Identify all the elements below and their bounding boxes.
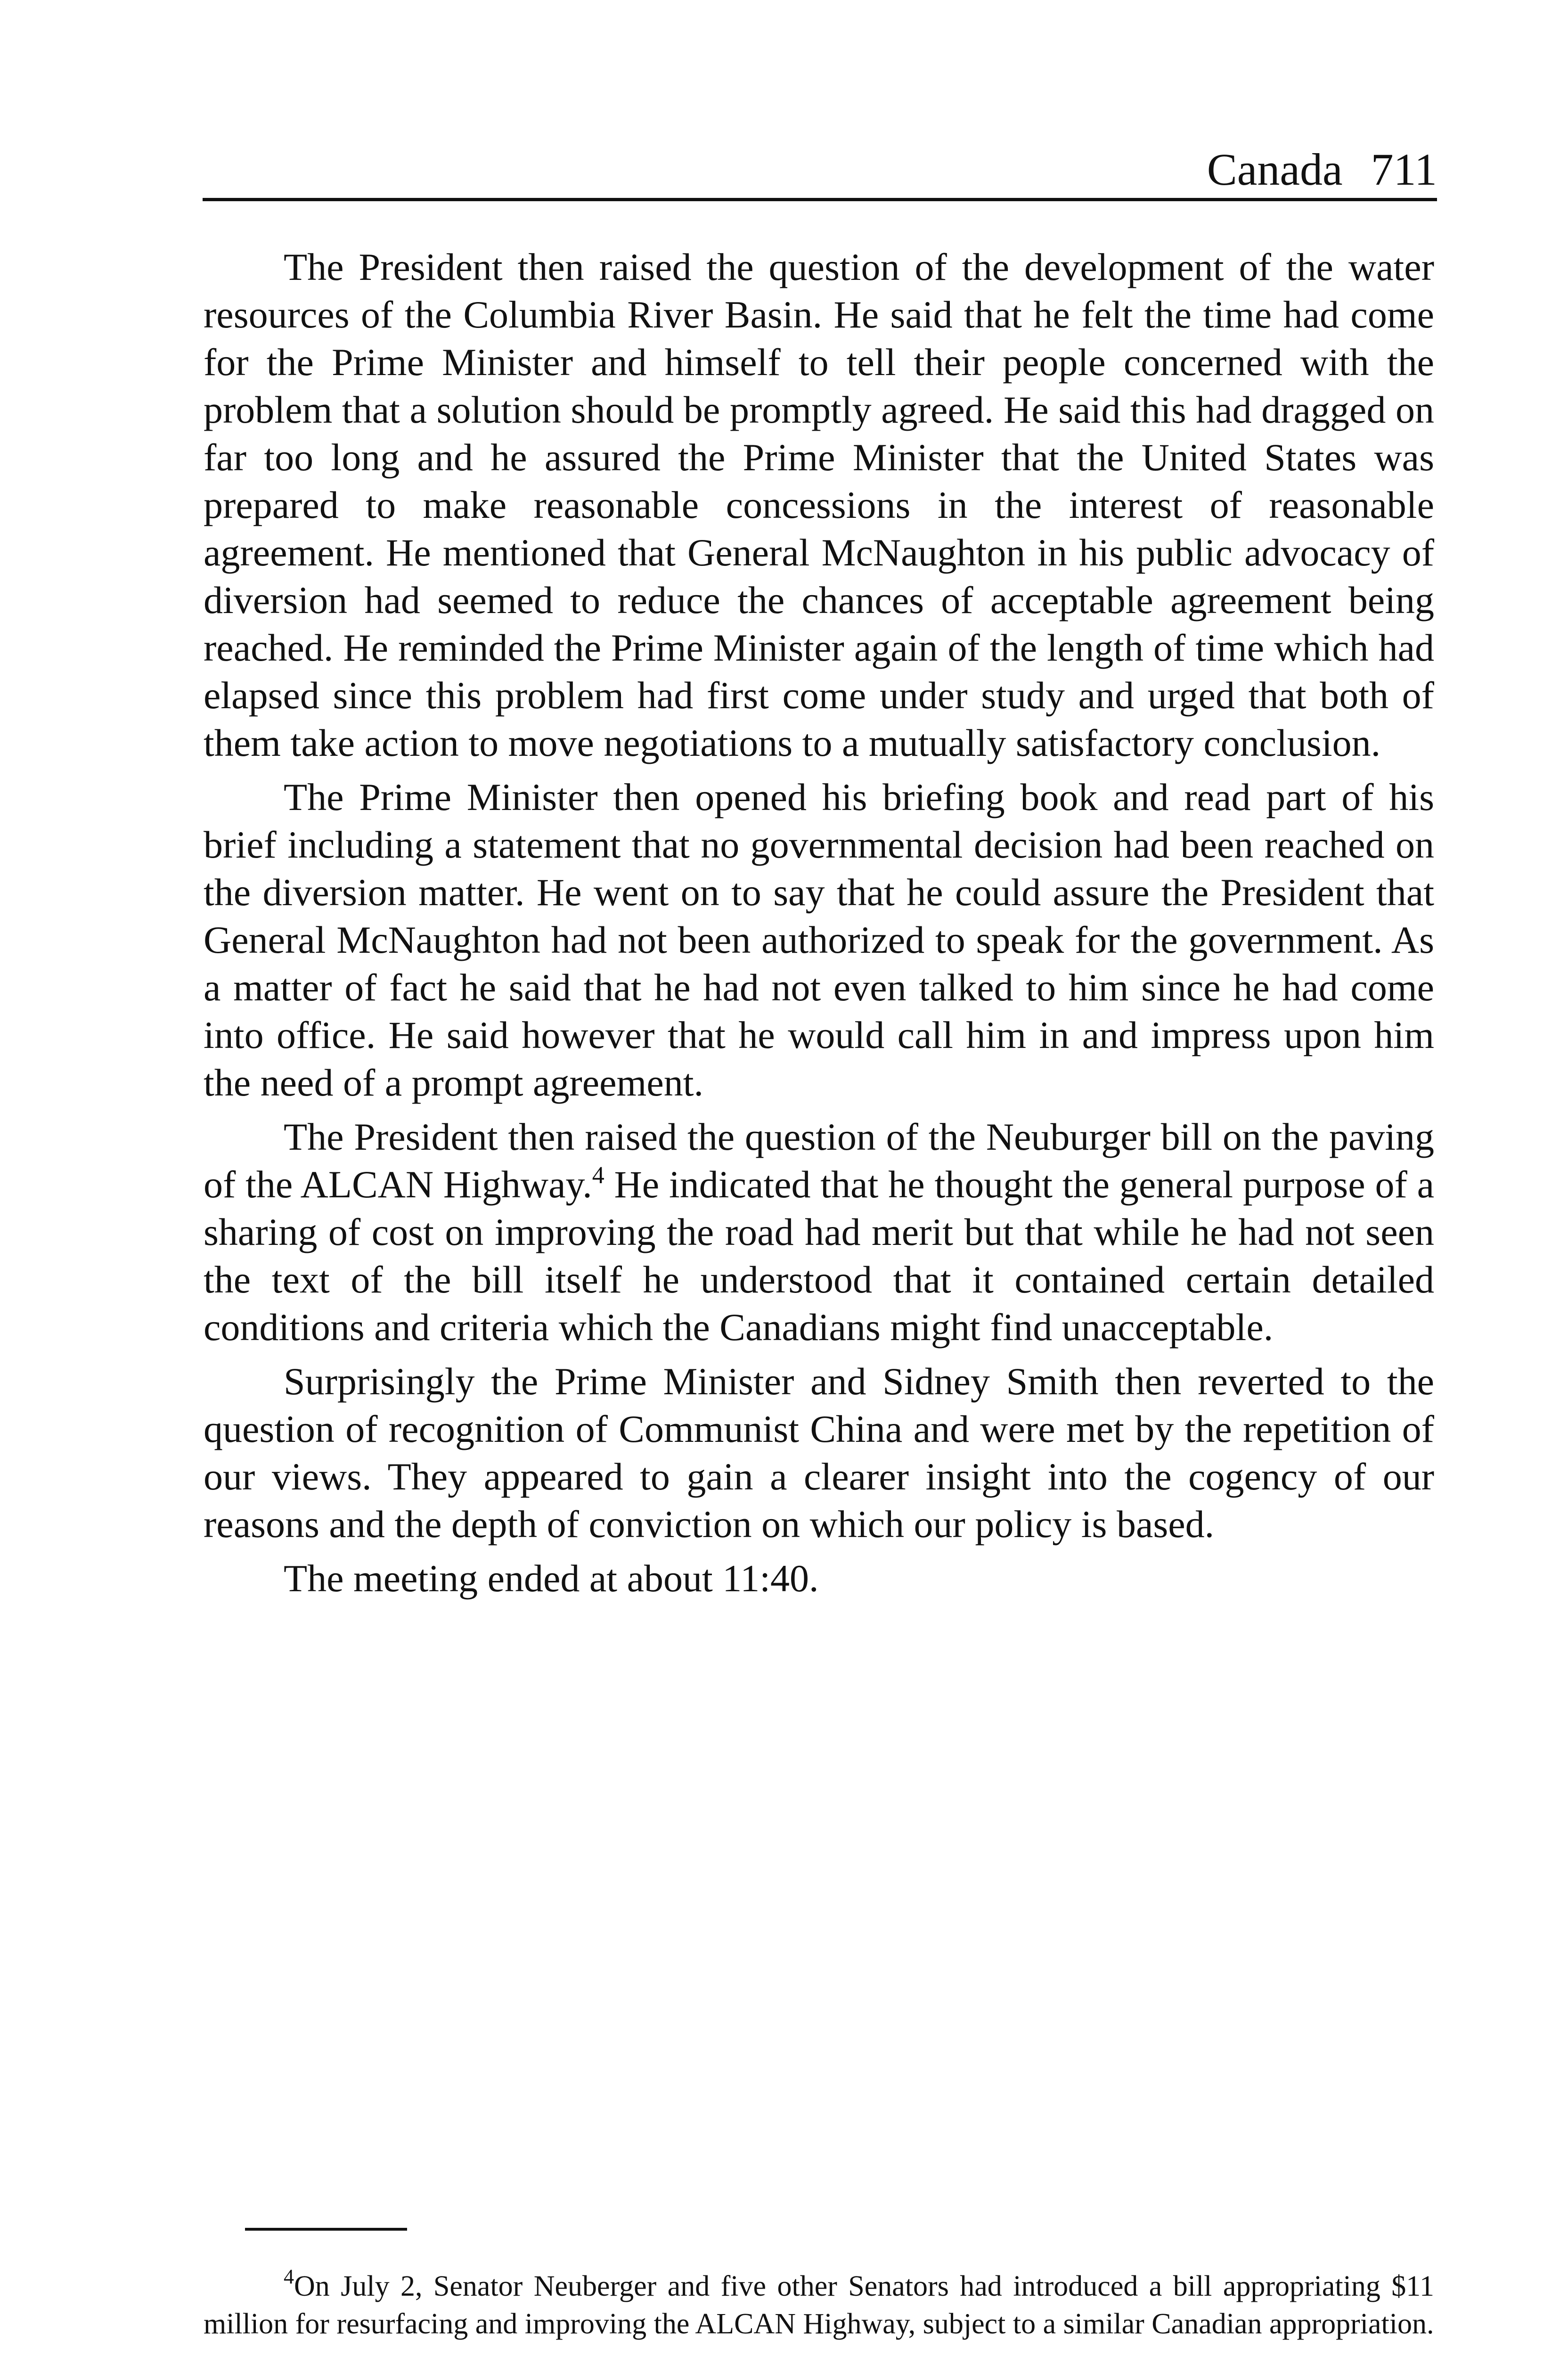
paragraph-prime-minister-briefing: The Prime Minister then opened his briefing book and read part of his brief including a statement that no governmental decision had been reached on the diversion matter. He went on to say that he could assure the President that General McNaughton had not been authorized to speak for the government. As a matter of fact he said that he had not even talked to him since he had come into office. He said however that he would call him in and impress upon him the need of a prompt agreement. xyxy=(204,776,1434,1104)
paragraph-columbia-river: The President then raised the question of the development of the water resources of the Columbia River Basin. He said that he felt the time had come for the Prime Minister and himself to tell their people concerned with the problem that a solution should be promptly agreed. He said this had dragged on far too long and he assured the Prime Minister that the United States was prepared to make reasonable concessions in the interest of reasonable agreement. He mentioned that General McNaughton in his public advocacy of diversion had seemed to reduce the chances of acceptable agreement being reached. He reminded the Prime Minister again of the length of time which had elapsed since this problem had first come under study and urged that both of them take action to move negotiations to a mutually satisfactory conclusion. xyxy=(204,245,1434,764)
paragraph-communist-china: Surprisingly the Prime Minister and Sidney Smith then reverted to the question of recognition of Communist China and were met by the repetition of our views. They appeared to gain a clearer insight into the cogency of our reasons and the depth of conviction on which our policy is based. xyxy=(204,1360,1434,1546)
footnote-reference: 4 xyxy=(592,1162,604,1189)
body-text xyxy=(204,243,1434,1609)
paragraph-alcan-highway xyxy=(204,1113,1434,1351)
alcan-text-before: The President then raised the question of the Neuburger bill on the paving of the ALCAN Highway. xyxy=(204,1115,1434,1206)
footnote-marker: 4 xyxy=(284,2265,294,2288)
footnote xyxy=(204,2267,1434,2343)
alcan-text-after: He indicated that he thought the general purpose of a sharing of cost on improving the road had merit but that while he had not seen the text of the bill itself he understood that it contained certain detailed conditions and criteria which the Canadians might find unacceptable. xyxy=(204,1163,1434,1349)
section-title: Canada xyxy=(1207,144,1343,195)
footnote-rule xyxy=(245,2228,407,2231)
paragraph-meeting-end: The meeting ended at about 11:40. xyxy=(284,1557,819,1600)
running-head xyxy=(203,137,1437,203)
footnote-text: On July 2, Senator Neuberger and five other Senators had introduced a bill appropriating $11 million for resurfacing and improving the ALCAN Highway, subject to a similar Canadian appropriation. xyxy=(204,2270,1434,2340)
page-number: 711 xyxy=(1371,144,1437,195)
header-rule xyxy=(203,198,1437,201)
